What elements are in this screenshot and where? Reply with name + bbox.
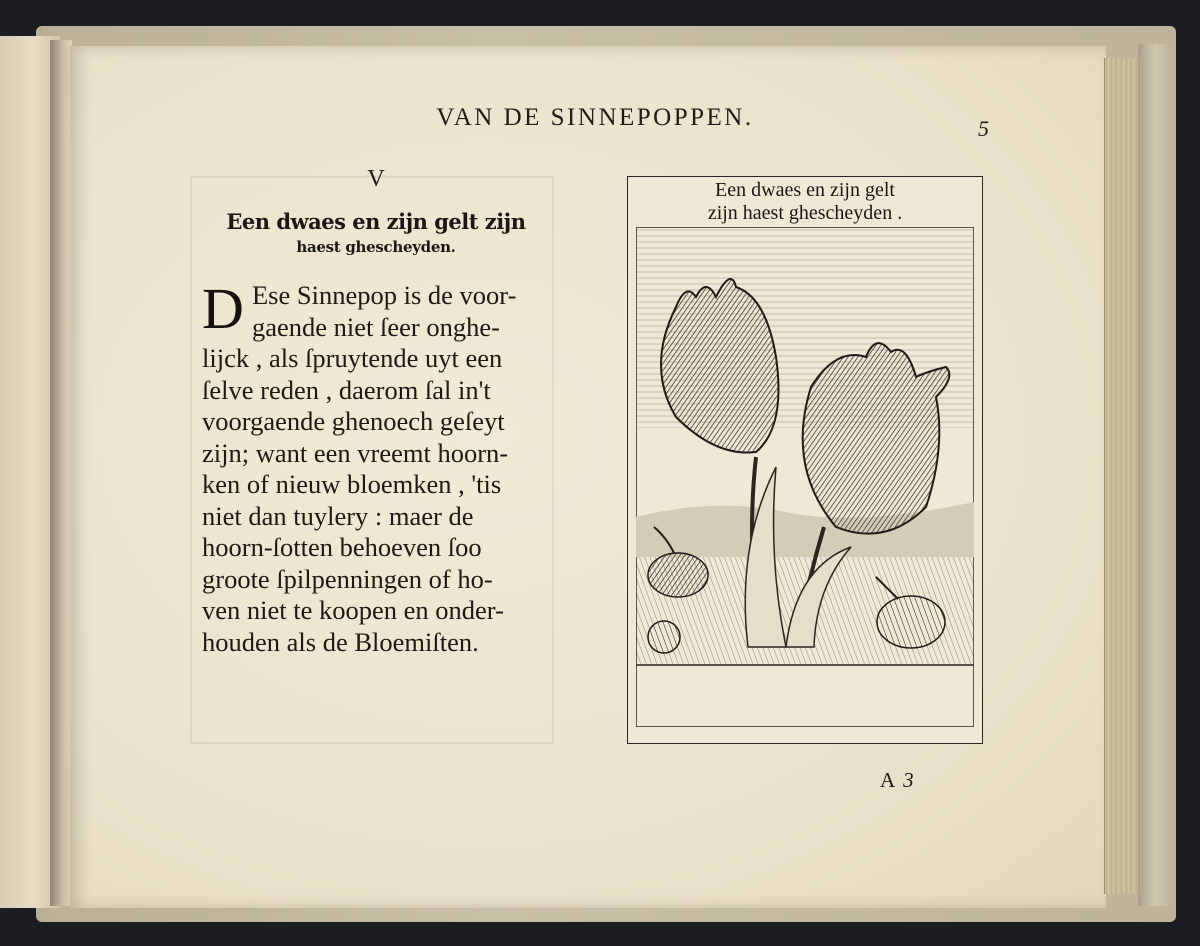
motto-line-2: haest ghescheyden. bbox=[296, 238, 456, 256]
signature-letter: A bbox=[880, 768, 896, 792]
running-head: VAN DE SINNEPOPPEN. bbox=[436, 104, 754, 131]
body-line: gaende niet ſeer onghe- bbox=[252, 311, 500, 342]
book-gutter bbox=[50, 40, 72, 906]
page-edges bbox=[1104, 58, 1139, 894]
drop-capital: D bbox=[202, 276, 244, 341]
cover-edge bbox=[1138, 44, 1172, 906]
body-line: houden als de Bloemiſten. bbox=[202, 626, 479, 657]
emblem-caption-line-2: zijn haest ghescheyden . bbox=[707, 202, 903, 224]
page-number: 5 bbox=[978, 116, 989, 141]
emblem-caption bbox=[628, 179, 982, 225]
body-line: niet dan tuylery : maer de bbox=[202, 500, 474, 531]
body-line: lijck , als ſpruytende uyt een bbox=[202, 343, 503, 373]
body-line: ſelve reden , daerom ſal in't bbox=[202, 374, 491, 405]
signature-mark bbox=[880, 768, 914, 793]
body-line: voorgaende ghenoech geſeyt bbox=[202, 406, 505, 436]
body-line: zijn; want een vreemt hoorn- bbox=[202, 437, 509, 468]
body-text bbox=[202, 276, 574, 658]
body-line: Ese Sinnepop is de voor- bbox=[252, 280, 517, 310]
motto bbox=[200, 208, 552, 258]
body-line: groote ſpilpenningen of ho- bbox=[202, 563, 493, 594]
body-line: hoorn-ſotten behoeven ſoo bbox=[202, 532, 482, 562]
emblem-caption-line-1: Een dwaes en zijn gelt bbox=[715, 179, 895, 201]
motto-line-1: Een dwaes en zijn gelt zijn bbox=[226, 209, 526, 234]
emblem-engraving bbox=[627, 176, 983, 744]
tulip-engraving-icon bbox=[636, 227, 974, 727]
emblem-number: V bbox=[367, 166, 385, 192]
signature-number: 3 bbox=[903, 768, 914, 792]
body-line: ven niet te koopen en onder- bbox=[202, 595, 504, 625]
body-line: ken of nieuw bloemken , 'tis bbox=[202, 469, 502, 499]
